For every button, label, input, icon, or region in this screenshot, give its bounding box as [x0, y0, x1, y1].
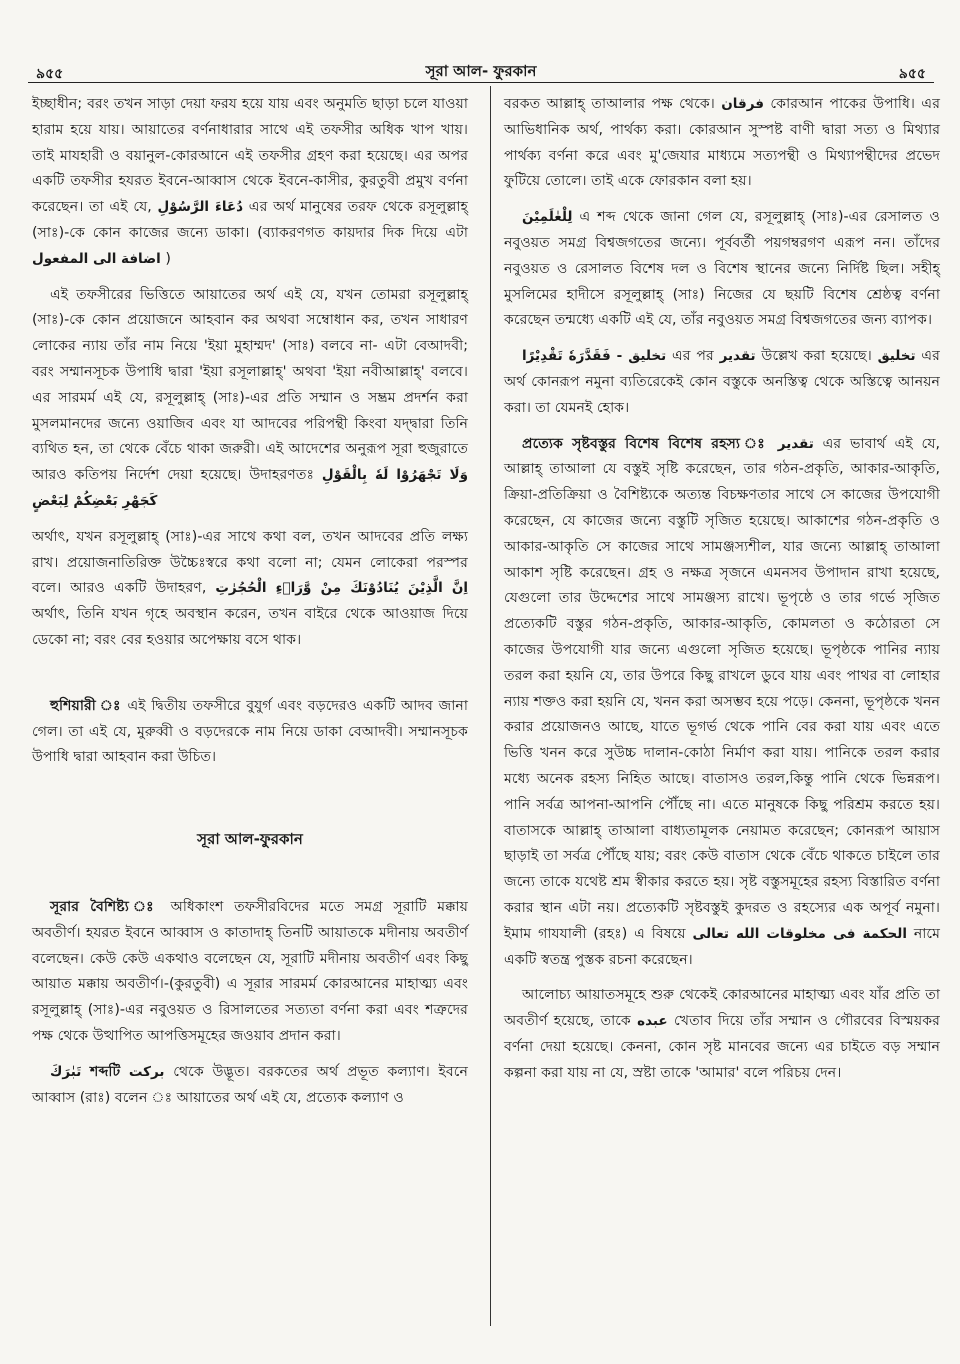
text: শব্দটি [90, 1063, 121, 1080]
arabic-text: تقدير [777, 435, 814, 452]
section-title: সূরা আল-ফুরকান [197, 830, 303, 849]
page-number-right: ৯৫৫ [898, 66, 926, 82]
column-divider [490, 86, 491, 1326]
page-number-left: ৯৫৫ [36, 66, 64, 82]
right-column [504, 92, 940, 1086]
arabic-text: تخليق [877, 348, 916, 365]
arabic-text: اِنَّ الَّذِيْنَ يُنَادُوْنَكَ مِنْ وَّرَاۤءِ الْحُجُرٰتِ [215, 580, 468, 597]
text: এর ভাবার্থ এই যে, আল্লাহ্ তাআলা যে বস্তুই সৃষ্টি করেছেন, তার গঠন-প্রকৃতি, আকার-আকৃতি, ক্রিয়া-প্রতিক্রিয়া ও বৈশিষ্ট্যকে অত্যন্ত বিচক্ষণতার সাথে সে কাজের উপযোগী করেছেন, যে কাজের জন্যে বস্তুটি সৃজিত হয়েছে। আকাশের গঠন-প্রকৃতি ও আকার-আকৃতি সে কাজের সাথে সামঞ্জস্যশীল, যার জন্যে আল্লাহ্ তাআলা আকাশ সৃষ্টি করেছেন। গ্রহ ও নক্ষত্র সৃজনে এমনসব উপাদান রাখা হয়েছে, যেগুলো তার উদ্দেশের সাথে সামঞ্জস্য রাখে। ভূপৃষ্ঠে ও তার গর্ভে সৃজিত প্রত্যেকটি বস্তুর গঠন-প্রকৃতি, আকার-আকৃতি, কোমলতা ও কঠোরতা সে কাজের উপযোগী যার জন্যে এগুলো সৃজিত হয়েছে। ভূপৃষ্ঠকে পানির ন্যায় তরল করা হয়নি যে, তার উপরে কিছু রাখলে ডুবে যায় এবং পাথর বা লোহার ন্যায় শক্তও করা হয়নি যে, খনন করা অসম্ভব হয়ে পড়ে। কেননা, ভূপৃষ্ঠকে খনন করার প্রয়োজনও আছে, যাতে ভূগর্ভ থেকে পানি বের করা যায় এবং এতে ভিত্তি খনন করে সুউচ্চ দালান-কোঠা নির্মাণ করা যায়। পানিকে তরল করার মধ্যে অনেক রহস্য নিহিত আছে। বাতাসও তরল,কিন্তু পানি থেকে ভিন্নরূপ। পানি সর্বত্র আপনা-আপনি পৌঁছে না। এতে মানুষকে কিছু পরিশ্রম করতে হয়। বাতাসকে আল্লাহ্ তাআলা বাধ্যতামূলক নেয়ামত করেছেন; কোনরূপ আয়াস ছাড়াই তা সর্বত্র পৌঁছে যায়; বরং কেউ বাতাস থেকে বেঁচে থাকতে চাইলে তার জন্যে তাকে যথেষ্ট শ্রম স্বীকার করতে হয়। সৃষ্ট বস্তুসমূহের রহস্য বিস্তারিত বর্ণনা করার স্থান এটা নয়। প্রত্যেকটি সৃষ্টবস্তুই কুদরত ও রহস্যের এক অপূর্ব নমুনা। ইমাম গাযযালী (রহঃ) এ বিষয়ে [504, 435, 940, 942]
arabic-text: تقدير [719, 348, 756, 365]
arabic-text: تَبٰرَكَ [50, 1063, 82, 1080]
arabic-text: بركت [128, 1063, 165, 1080]
text: অধিকাংশ তফসীরবিদের মতে সমগ্র সূরাটি মক্কায় অবতীর্ণ। হযরত ইবনে আব্বাস ও কাতাদাহ্ তিনটি আয়াতকে মদীনায় অবতীর্ণ বলেছেন। কেউ কেউ একথাও বলেছেন যে, সূরাটি মদীনায় অবতীর্ণ এবং কিছু আয়াত মক্কায় অবতীর্ণ।-(কুরতুবী) এ সূরার সারমর্ম কোরআনের মাহাত্ম্য এবং রসূলুল্লাহ্ (সাঃ)-এর নবুওয়ত ও রিসালতের সত্যতা বর্ণনা করা এবং শত্রুদের পক্ষ থেকে উত্থাপিত আপত্তিসমূহের জওয়াব প্রদান করা। [32, 898, 468, 1044]
text: ) [165, 250, 171, 267]
running-header-title: সূরা আল- ফুরকান [425, 62, 537, 80]
paragraph [504, 432, 940, 974]
text: এর অর্থ কোনরূপ নমুনা ব্যতিরেকেই কোন বস্তুকে অনস্তিত্ব থেকে অস্তিত্বে আনয়ন করা। তা যেমনই হোক। [504, 348, 940, 416]
text: এ শব্দ থেকে জানা গেল যে, রসূলুল্লাহ্ (সাঃ)-এর রেসালত ও নবুওয়ত সমগ্র বিশ্বজগতের জন্যে। পূর্ববর্তী পয়গম্বরগণ এরূপ নন। তাঁদের নবুওয়ত ও রেসালত বিশেষ দল ও বিশেষ স্থানের জন্যে নির্দিষ্ট ছিল। সহীহ্ মুসলিমের হাদীসে রসূলুল্লাহ্ (সাঃ) নিজের যে ছয়টি বিশেষ শ্রেষ্ঠত্ব বর্ণনা করেছেন তন্মধ্যে একটি এই যে, তাঁর নবুওয়ত সমগ্র বিশ্বজগতের জন্য ব্যাপক। [504, 209, 940, 329]
text: অর্থাৎ, যখন রসূলুল্লাহ্ (সাঃ)-এর সাথে কথা বল, তখন আদবের প্রতি লক্ষ্য রাখ। প্রয়োজনাতিরিক্ত উচ্চৈঃস্বরে কথা বলো না; যেমন লোকেরা পরস্পর বলে। আরও একটি উদাহরণ, [32, 528, 468, 597]
book-page [28, 48, 941, 1338]
paragraph [504, 344, 940, 421]
paragraph [32, 525, 468, 654]
text: উল্লেখ করা হয়েছে। [761, 348, 872, 365]
arabic-text: فرقان [721, 96, 764, 112]
paragraph [504, 983, 940, 1086]
paragraph [32, 92, 468, 273]
text: খেতাব দিয়ে তাঁর সম্মান ও গৌরবের বিস্ময়কর বর্ণনা দেয়া হয়েছে। কেননা, কোন সৃষ্ট মানবের জন্যে এর চাইতে বড় সম্মান কল্পনা করা যায় না যে, স্রষ্টা তাকে 'আমার' বলে পরিচয় দেন। [504, 1013, 940, 1081]
text: এই দ্বিতীয় তফসীরে বুযুর্গ এবং বড়দেরও একটি আদব জানা গেল। তা এই যে, মুরুব্বী ও বড়দেরকে নাম নিয়ে ডাকা বেআদবী। সম্মানসূচক উপাধি দ্বারা আহবান করা উচিত। [32, 697, 468, 766]
left-column [32, 92, 468, 1111]
paragraph [32, 895, 468, 1050]
text: এর পর [672, 348, 714, 365]
paragraph [32, 283, 468, 515]
text: আলোচ্য আয়াতসমূহে শুরু থেকেই কোরআনের মাহাত্ম্য এবং যাঁর প্রতি তা অবতীর্ণ হয়েছে, তাকে [504, 987, 940, 1030]
paragraph-label: হুশিয়ারী ঃ [50, 697, 122, 714]
arabic-text: الحكمة فى مخلوقات الله تعالى [692, 925, 907, 942]
arabic-text: عبده [637, 1013, 668, 1030]
paragraph-label: প্রত্যেক সৃষ্টবস্তুর বিশেষ বিশেষ রহস্য ঃ [522, 435, 770, 452]
paragraph [504, 205, 940, 334]
text: থেকে উদ্ভূত। বরকতের অর্থ প্রভূত কল্যাণ। ইবনে আব্বাস (রাঃ) বলেন ঃ আয়াতের অর্থ এই যে, প্রত্যেক কল্যাণ ও [32, 1063, 468, 1106]
text: ইচ্ছাধীন; বরং তখন সাড়া দেয়া ফরয হয়ে যায় এবং অনুমতি ছাড়া চলে যাওয়া হারাম হয়ে যায়। আয়াতের বর্ণনাধারার সাথে এই তফসীর অধিক খাপ খায়। তাই মাযহারী ও বয়ানুল-কোরআনে এই তফসীর গ্রহণ করা হয়েছে। এর অপর একটি তফসীর হযরত ইবনে-আব্বাস থেকে ইবনে-কাসীর, কুরতুবী প্রমুখ বর্ণনা করেছেন। তা এই যে, [32, 96, 468, 216]
paragraph [32, 1060, 468, 1112]
arabic-text: دُعَاءَ الرَّسُوْلِ [157, 199, 244, 216]
text: অর্থাৎ, তিনি যখন গৃহে অবস্থান করেন, তখন বাইরে থেকে আওয়াজ দিয়ে ডেকো না; বরং বের হওয়ার অপেক্ষায় বসে থাক। [32, 606, 468, 648]
arabic-text: لِلْعٰلَمِيْنَ [522, 209, 573, 226]
text: এর অর্থ মানুষের তরফ থেকে রসূলুল্লাহ্ (সাঃ)-কে কোন কাজের জন্যে ডাকা। (ব্যাকরণগত কায়দার দিক দিয়ে এটা [32, 199, 469, 241]
paragraph-label: সূরার বৈশিষ্ট্য ঃ [50, 898, 160, 915]
text: নামে একটি স্বতন্ত্র পুস্তক রচনা করেছেন। [504, 925, 940, 968]
arabic-text: اضافة الى المفعول [32, 250, 161, 267]
text: এই তফসীরের ভিত্তিতে আয়াতের অর্থ এই যে, যখন তোমরা রসূলুল্লাহ্ (সাঃ)-কে কোন প্রয়োজনে আহবান কর অথবা সম্বোধান কর, তখন সাধারণ লোকের ন্যায় তাঁর নাম নিয়ে 'ইয়া মুহাম্মদ' (সাঃ) বলবে না- এটা বেআদবী; বরং সম্মানসূচক উপাধি দ্বারা 'ইয়া রসূলাল্লাহ্' অথবা 'ইয়া নবীআল্লাহ্' বলবে। এর সারমর্ম এই যে, রসূলুল্লাহ্ (সাঃ)-এর প্রতি সম্মান ও সম্ভ্রম প্রদর্শন করা মুসলমানদের জন্যে ওয়াজিব এবং যা আদবের পরিপন্থী কিংবা যদ্দ্বারা তিনি ব্যথিত হন, তা থেকে বেঁচে থাকা জরুরী। এই আদেশের অনুরূপ সূরা হুজুরাতে আরও কতিপয় নির্দেশ দেয়া হয়েছে। উদাহরণতঃ [32, 286, 468, 484]
text: কোরআন পাকের উপাধি। এর আভিধানিক অর্থ, পার্থক্য করা। কোরআন সুস্পষ্ট বাণী দ্বারা সত্য ও মিথ্যার পার্থক্য বর্ণনা করে এবং মু'জেযার মাধ্যমে সত্যপন্থী ও মিথ্যাপন্থীদের প্রভেদ ফুটিয়ে তোলে। তাই একে ফোরকান বলা হয়। [504, 96, 941, 190]
arabic-text: وَلَا تَجْهَرُوْا لَهٗ بِالْقَوْلِ كَجَهْرِ بَعْضِكُمْ لِبَعْضٍ [32, 467, 468, 509]
paragraph [32, 694, 468, 771]
text: বরকত আল্লাহ্ তাআলার পক্ষ থেকে। [504, 96, 715, 112]
header-rule [28, 82, 934, 83]
paragraph [504, 92, 940, 195]
arabic-text: تخليق - فَقَدَّرَهٗ تَقْدِيْرًا [522, 348, 667, 365]
